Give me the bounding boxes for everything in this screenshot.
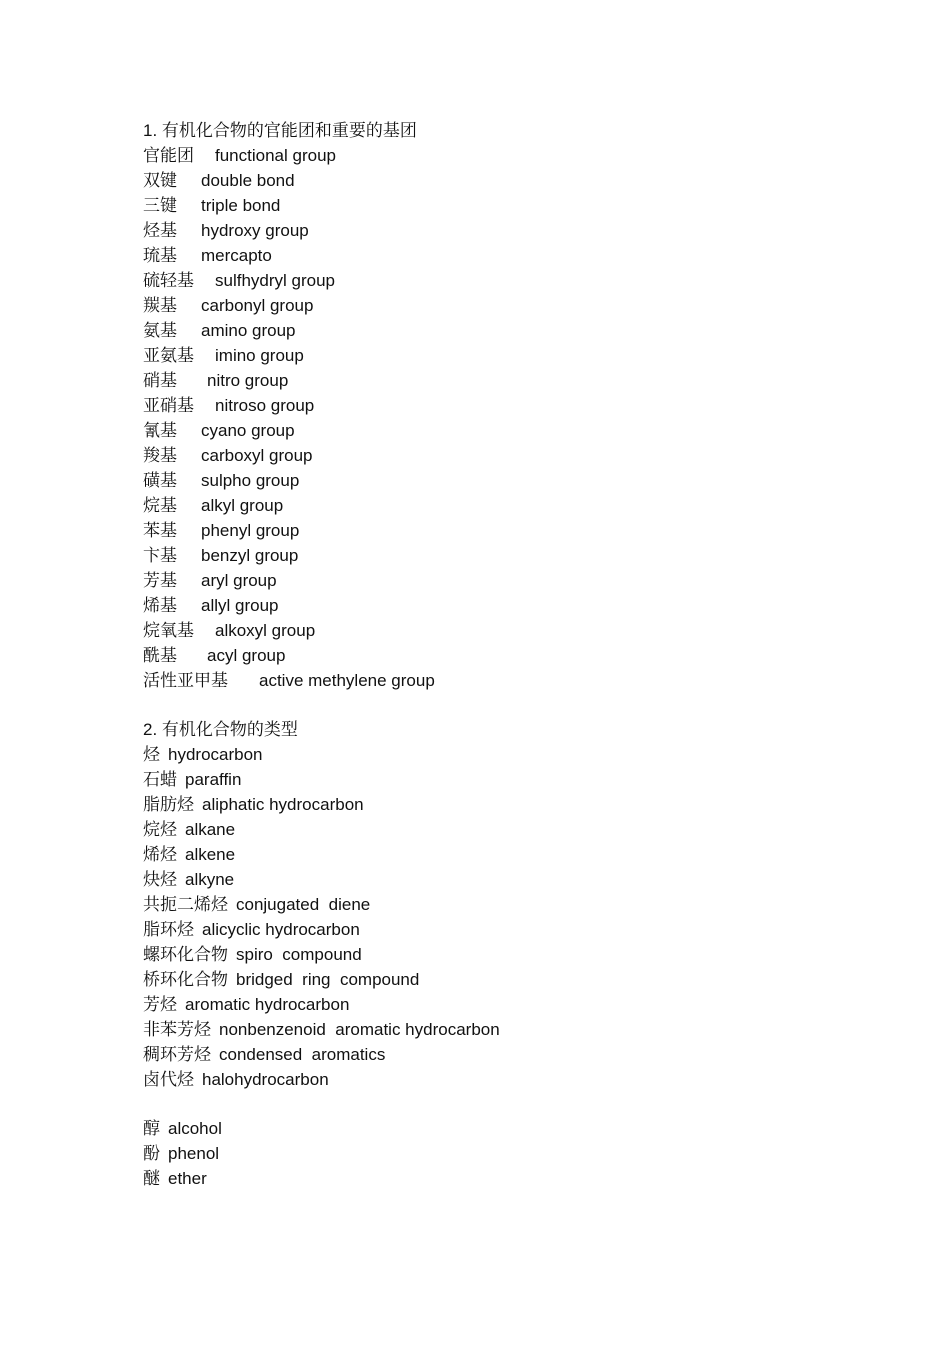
chinese-term: 卤代烃 bbox=[143, 1070, 194, 1089]
term-row bbox=[143, 1166, 500, 1191]
chinese-term: 醚 bbox=[143, 1169, 160, 1188]
term-row bbox=[143, 568, 500, 593]
english-term: active methylene group bbox=[259, 671, 435, 690]
term-row bbox=[143, 767, 500, 792]
compound-type-list bbox=[143, 742, 500, 1092]
english-term: sulfhydryl group bbox=[215, 271, 336, 290]
section-heading-functional-groups: 1. 有机化合物的官能团和重要的基团 bbox=[143, 121, 417, 140]
english-term: sulpho group bbox=[201, 471, 300, 490]
english-term: paraffin bbox=[185, 770, 242, 789]
term-row bbox=[143, 268, 500, 293]
chinese-term: 羰基 bbox=[143, 296, 177, 315]
term-row bbox=[143, 1042, 500, 1067]
term-row bbox=[143, 168, 500, 193]
english-term: alkyne bbox=[185, 870, 235, 889]
english-term: nitro group bbox=[207, 371, 289, 390]
english-term: functional group bbox=[215, 146, 336, 165]
english-term: benzyl group bbox=[201, 546, 299, 565]
chinese-term: 亚硝基 bbox=[143, 396, 194, 415]
term-row bbox=[143, 643, 500, 668]
spacer bbox=[143, 693, 500, 717]
term-row bbox=[143, 218, 500, 243]
term-row bbox=[143, 468, 500, 493]
english-term: aromatic hydrocarbon bbox=[185, 995, 350, 1014]
english-term: conjugated diene bbox=[236, 895, 371, 914]
english-term: bridged ring compound bbox=[236, 970, 420, 989]
chinese-term: 脂环烃 bbox=[143, 920, 194, 939]
chinese-term: 三键 bbox=[143, 196, 177, 215]
chinese-term: 卞基 bbox=[143, 546, 177, 565]
chinese-term: 非苯芳烃 bbox=[143, 1020, 211, 1039]
term-row bbox=[143, 867, 500, 892]
chinese-term: 硫轻基 bbox=[143, 271, 194, 290]
section-heading-compound-types: 2. 有机化合物的类型 bbox=[143, 720, 298, 739]
term-row bbox=[143, 842, 500, 867]
chinese-term: 酰基 bbox=[143, 646, 177, 665]
chinese-term: 芳烃 bbox=[143, 995, 177, 1014]
english-term: nonbenzenoid aromatic hydrocarbon bbox=[219, 1020, 500, 1039]
chinese-term: 氨基 bbox=[143, 321, 177, 340]
term-row bbox=[143, 967, 500, 992]
english-term: phenyl group bbox=[201, 521, 300, 540]
chinese-term: 双键 bbox=[143, 171, 177, 190]
english-term: alkyl group bbox=[201, 496, 284, 515]
term-row bbox=[143, 593, 500, 618]
chinese-term: 酚 bbox=[143, 1144, 160, 1163]
english-term: carbonyl group bbox=[201, 296, 314, 315]
chinese-term: 烃 bbox=[143, 745, 160, 764]
english-term: spiro compound bbox=[236, 945, 362, 964]
chinese-term: 炔烃 bbox=[143, 870, 177, 889]
english-term: phenol bbox=[168, 1144, 220, 1163]
term-row bbox=[143, 193, 500, 218]
chinese-term: 烯基 bbox=[143, 596, 177, 615]
chinese-term: 石蜡 bbox=[143, 770, 177, 789]
term-row bbox=[143, 892, 500, 917]
term-row bbox=[143, 493, 500, 518]
spacer bbox=[143, 1092, 500, 1116]
english-term: alcohol bbox=[168, 1119, 222, 1138]
chinese-term: 烷烃 bbox=[143, 820, 177, 839]
chinese-term: 烷基 bbox=[143, 496, 177, 515]
chinese-term: 活性亚甲基 bbox=[143, 671, 228, 690]
chinese-term: 共扼二烯烃 bbox=[143, 895, 228, 914]
term-row bbox=[143, 942, 500, 967]
term-row bbox=[143, 318, 500, 343]
chinese-term: 螺环化合物 bbox=[143, 945, 228, 964]
english-term: halohydrocarbon bbox=[202, 1070, 329, 1089]
english-term: imino group bbox=[215, 346, 304, 365]
chinese-term: 亚氨基 bbox=[143, 346, 194, 365]
term-row bbox=[143, 1017, 500, 1042]
english-term: aryl group bbox=[201, 571, 277, 590]
term-row bbox=[143, 668, 500, 693]
chinese-term: 脂肪烃 bbox=[143, 795, 194, 814]
term-row bbox=[143, 143, 500, 168]
chinese-term: 羧基 bbox=[143, 446, 177, 465]
term-row bbox=[143, 1141, 500, 1166]
term-row bbox=[143, 243, 500, 268]
term-row bbox=[143, 343, 500, 368]
english-term: mercapto bbox=[201, 246, 272, 265]
term-row bbox=[143, 792, 500, 817]
english-term: triple bond bbox=[201, 196, 281, 215]
term-row bbox=[143, 293, 500, 318]
chinese-term: 芳基 bbox=[143, 571, 177, 590]
english-term: condensed aromatics bbox=[219, 1045, 386, 1064]
term-row bbox=[143, 992, 500, 1017]
term-row bbox=[143, 368, 500, 393]
chinese-term: 苯基 bbox=[143, 521, 177, 540]
english-term: alkane bbox=[185, 820, 236, 839]
english-term: alkene bbox=[185, 845, 236, 864]
english-term: carboxyl group bbox=[201, 446, 313, 465]
english-term: cyano group bbox=[201, 421, 295, 440]
chinese-term: 官能团 bbox=[143, 146, 194, 165]
chinese-term: 琉基 bbox=[143, 246, 177, 265]
term-row bbox=[143, 817, 500, 842]
english-term: hydroxy group bbox=[201, 221, 309, 240]
term-row bbox=[143, 418, 500, 443]
term-row bbox=[143, 1067, 500, 1092]
chinese-term: 磺基 bbox=[143, 471, 177, 490]
term-row bbox=[143, 618, 500, 643]
chinese-term: 烯烃 bbox=[143, 845, 177, 864]
chinese-term: 桥环化合物 bbox=[143, 970, 228, 989]
chinese-term: 稠环芳烃 bbox=[143, 1045, 211, 1064]
chinese-term: 烃基 bbox=[143, 221, 177, 240]
english-term: hydrocarbon bbox=[168, 745, 263, 764]
english-term: amino group bbox=[201, 321, 296, 340]
english-term: alkoxyl group bbox=[215, 621, 316, 640]
chinese-term: 氰基 bbox=[143, 421, 177, 440]
term-row bbox=[143, 443, 500, 468]
chinese-term: 烷氧基 bbox=[143, 621, 194, 640]
english-term: ether bbox=[168, 1169, 207, 1188]
english-term: allyl group bbox=[201, 596, 279, 615]
term-row bbox=[143, 518, 500, 543]
english-term: aliphatic hydrocarbon bbox=[202, 795, 364, 814]
chinese-term: 硝基 bbox=[143, 371, 177, 390]
english-term: acyl group bbox=[207, 646, 286, 665]
english-term: nitroso group bbox=[215, 396, 315, 415]
term-row bbox=[143, 543, 500, 568]
compound-class-list bbox=[143, 1116, 500, 1191]
term-row bbox=[143, 917, 500, 942]
term-row bbox=[143, 393, 500, 418]
term-row bbox=[143, 1116, 500, 1141]
english-term: alicyclic hydrocarbon bbox=[202, 920, 360, 939]
english-term: double bond bbox=[201, 171, 295, 190]
document-page bbox=[143, 118, 500, 1191]
functional-group-list bbox=[143, 143, 500, 693]
chinese-term: 醇 bbox=[143, 1119, 160, 1138]
term-row bbox=[143, 742, 500, 767]
